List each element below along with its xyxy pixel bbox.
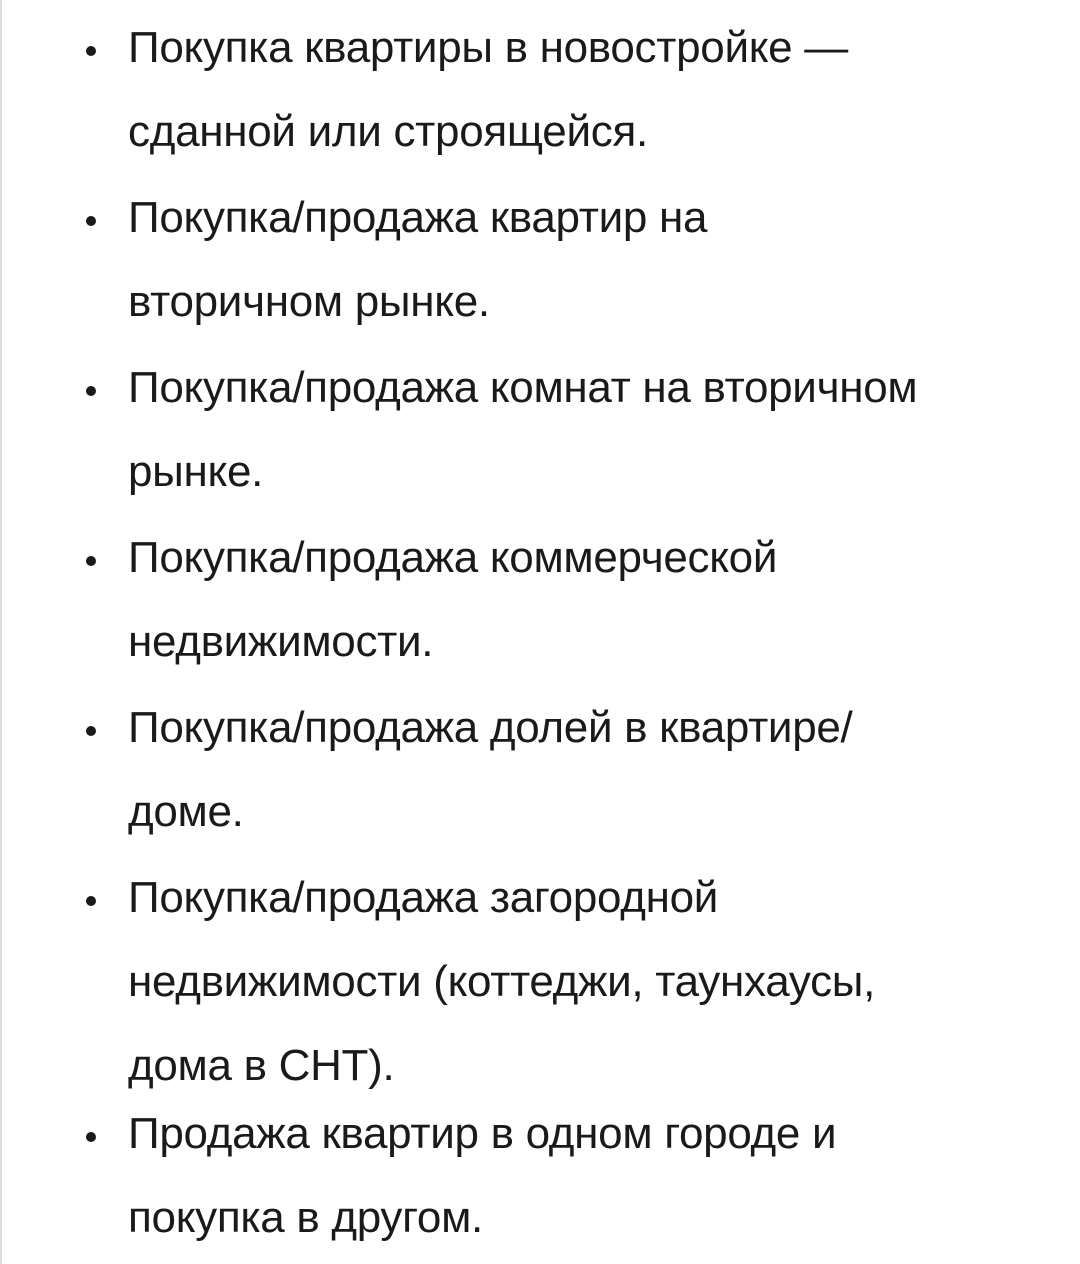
list-item-line: покупка в другом. bbox=[128, 1193, 483, 1242]
list-item-line: Покупка/продажа квартир на bbox=[128, 193, 708, 242]
list-item-line: вторичном рынке. bbox=[128, 277, 490, 326]
bullet-dot-icon bbox=[86, 46, 96, 56]
list-item-line: Покупка/продажа загородной bbox=[128, 873, 719, 922]
list-item-text bbox=[128, 1092, 1058, 1260]
list-item-line: Покупка квартиры в новостройке — bbox=[128, 23, 848, 72]
list-item-line: Продажа квартир в одном городе и bbox=[128, 1109, 837, 1158]
bullet-dot-icon bbox=[86, 216, 96, 226]
bullet-dot-icon bbox=[86, 1132, 96, 1142]
bullet-dot-icon bbox=[86, 556, 96, 566]
list-item-text bbox=[128, 346, 1058, 514]
list-item-text bbox=[128, 176, 1058, 344]
page-left-border bbox=[0, 0, 2, 1264]
list-item-text bbox=[128, 516, 1058, 684]
list-item-line: дома в СНТ). bbox=[128, 1041, 395, 1090]
list-item-line: Покупка/продажа долей в квартире/ bbox=[128, 703, 853, 752]
list-item-line: доме. bbox=[128, 787, 244, 836]
bullet-dot-icon bbox=[86, 896, 96, 906]
list-item-line: рынке. bbox=[128, 447, 264, 496]
list-item-line: недвижимости (коттеджи, таунхаусы, bbox=[128, 957, 876, 1006]
list-item-line: Покупка/продажа коммерческой bbox=[128, 533, 778, 582]
list-item-text bbox=[128, 6, 1058, 174]
list-item-text bbox=[128, 856, 1058, 1108]
list-item-line: Покупка/продажа комнат на вторичном bbox=[128, 363, 918, 412]
list-item-line: сданной или строящейся. bbox=[128, 107, 648, 156]
list-item-line: недвижимости. bbox=[128, 617, 434, 666]
list-item-text bbox=[128, 686, 1058, 854]
bullet-dot-icon bbox=[86, 726, 96, 736]
bullet-dot-icon bbox=[86, 386, 96, 396]
